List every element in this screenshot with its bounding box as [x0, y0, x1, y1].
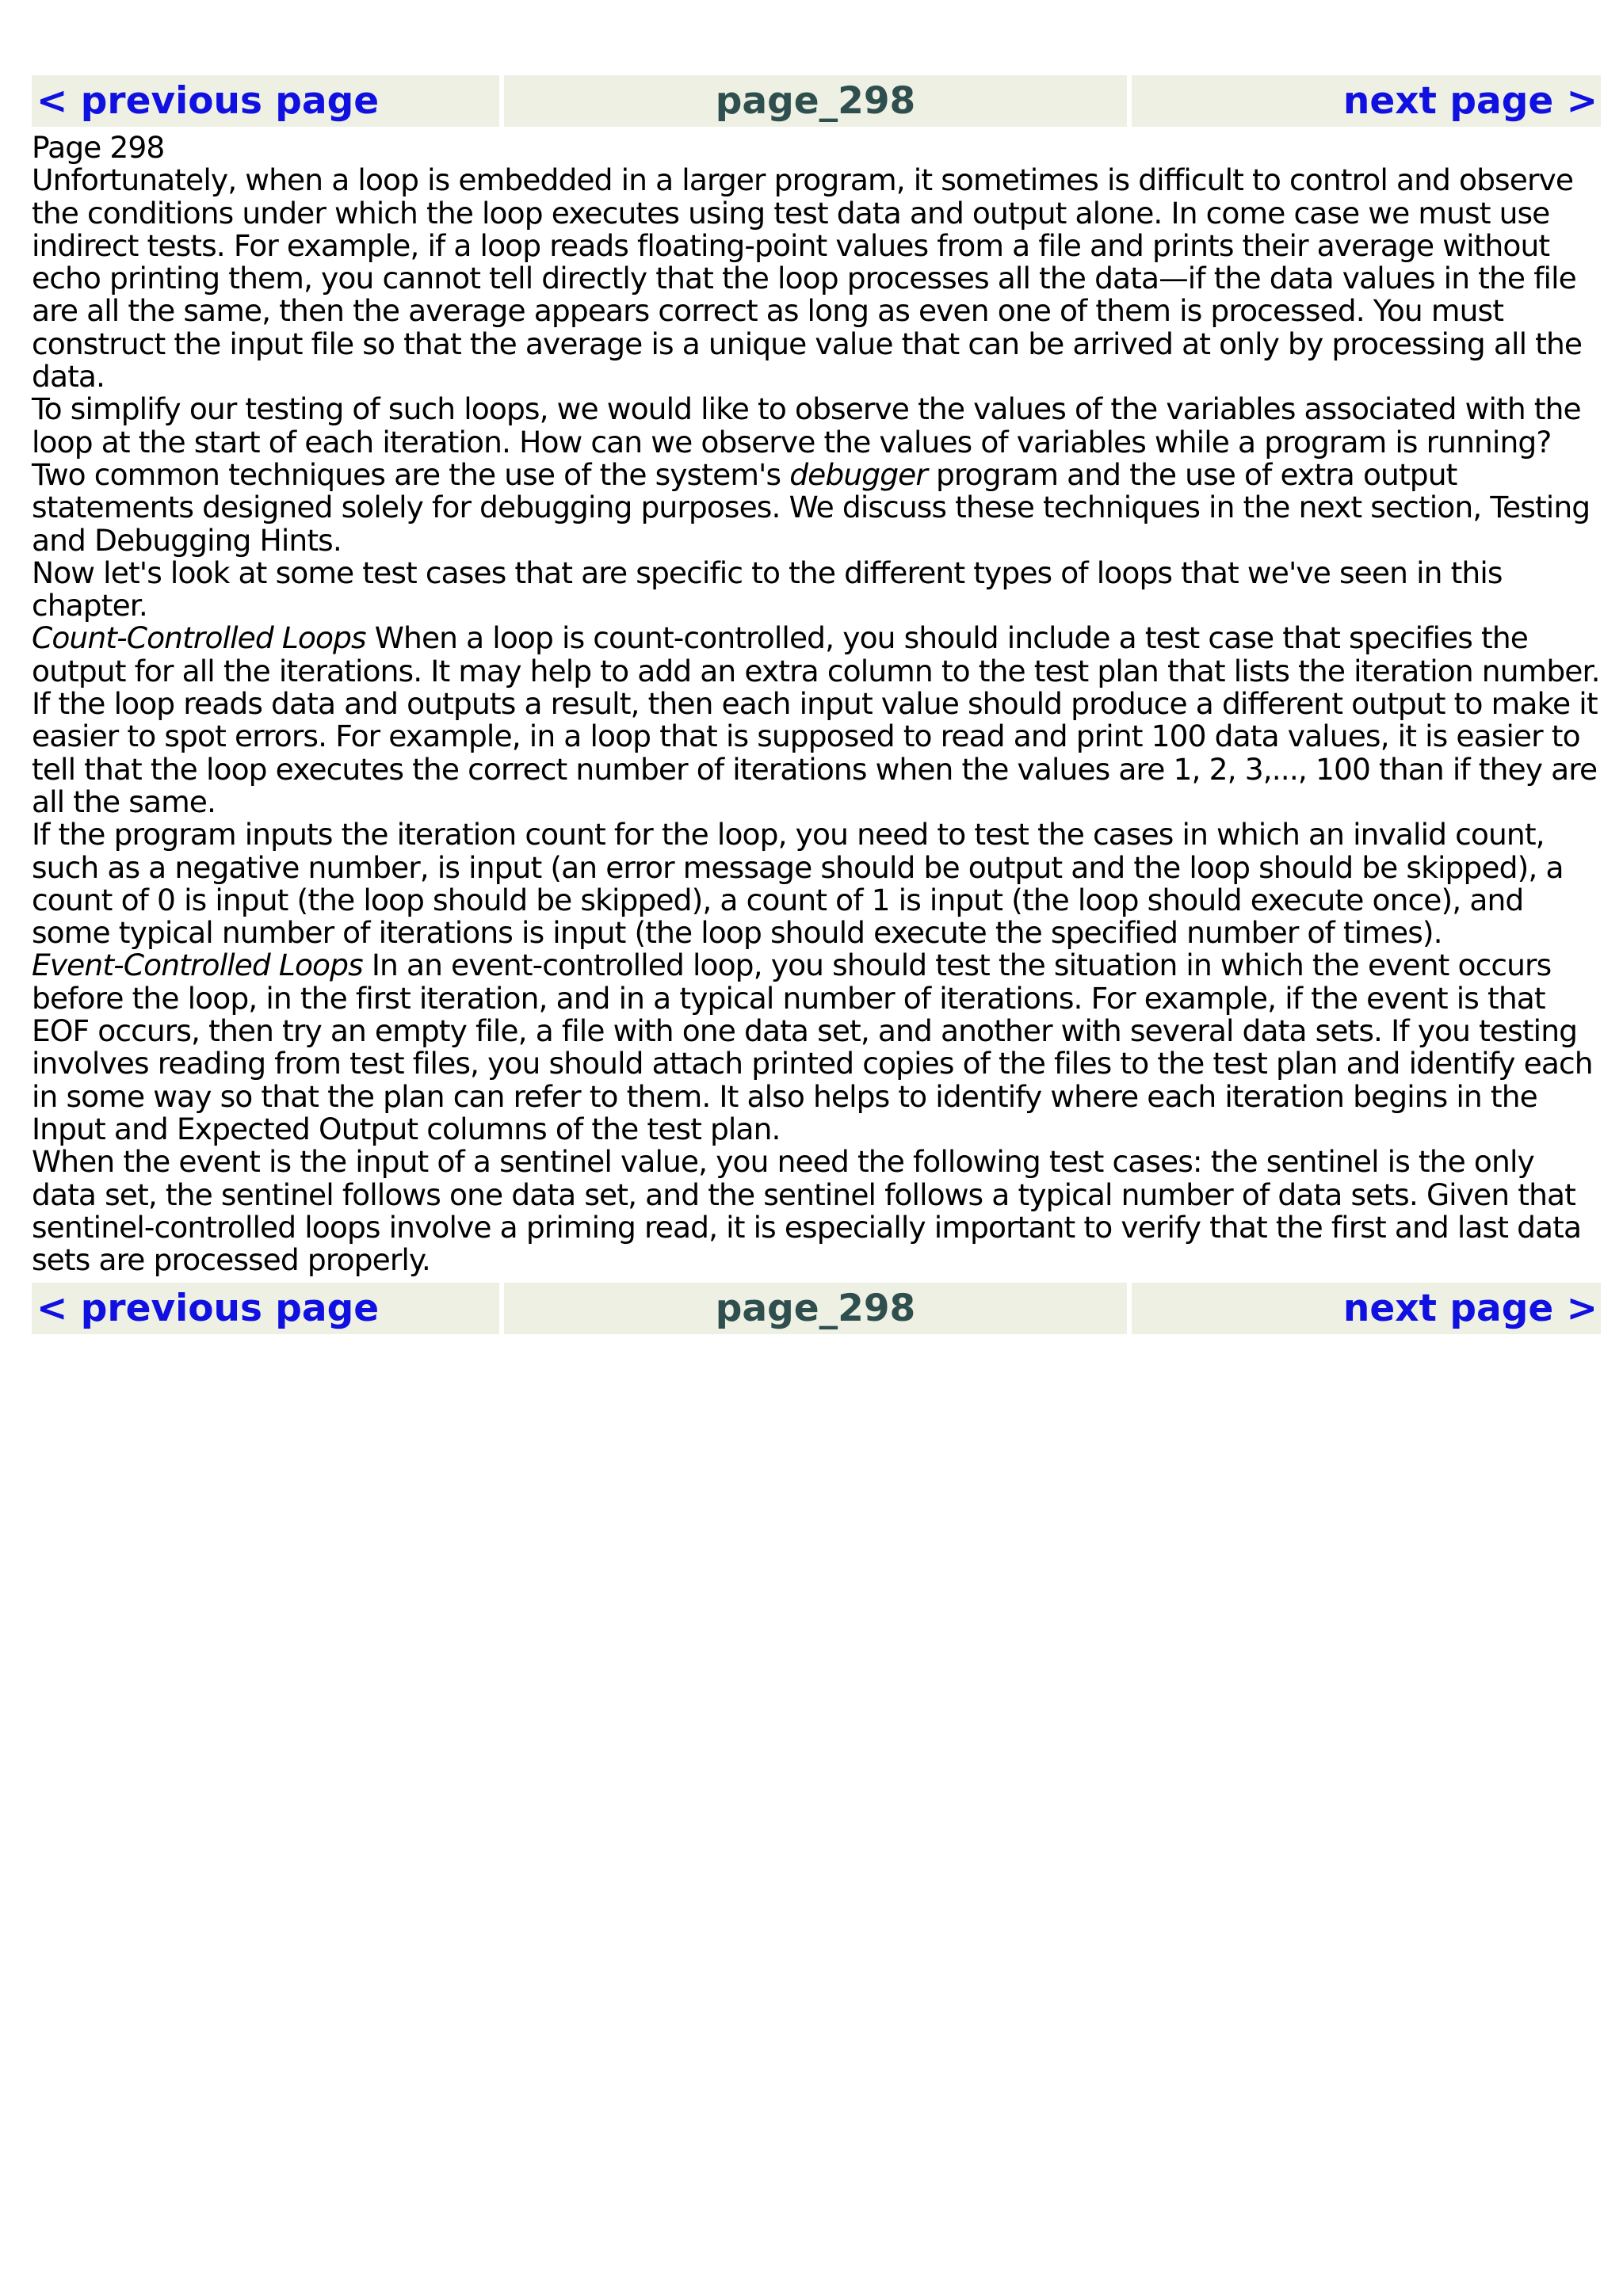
paragraph-5: If the program inputs the iteration count for the loop, you need to test the cases in which an invalid count, such as a negative number, is input (an error message should be output and the loop should be skipped), a count of 0 is input (the loop should be skipped), a count of 1 is input (the loop should execute once), and some typical number of iterations is input (the loop should execute the specified number of times). — [32, 817, 1564, 951]
page-label-bottom: page_298 — [504, 1283, 1127, 1334]
page-container — [32, 75, 1601, 1334]
paragraph-1: Unfortunately, when a loop is embedded in a larger program, it sometimes is difficult to control and observe the conditions under which the loop executes using test data and output alone. In come case we must use indirect tests. For example, if a loop reads floating-point values from a file and prints their average without echo printing them, you cannot tell directly that the loop processes all the data—if the data values in the file are all the same, then the average appears correct as long as even one of them is processed. You must construct the input file so that the average is a unique value that can be arrived at only by processing all the data. — [32, 162, 1583, 395]
paragraph-2 — [32, 393, 1605, 556]
previous-page-link[interactable]: < previous page — [32, 75, 499, 127]
paragraph-4-text: When a loop is count-controlled, you should include a test case that specifies the output for all the iterations. It may help to add an extra column to the test plan that lists the iteration number. If the loop reads data and outputs a result, then each input value should produce a different output to make it easier to spot errors. For example, in a loop that is supposed to read and print 100 data values, it is easier to tell that the loop executes the correct number of iterations when the values are 1, 2, 3,..., 100 than if they are all the same. — [32, 620, 1600, 819]
paragraph-6 — [32, 949, 1605, 1146]
paragraph-2-text-a: To simplify our testing of such loops, we would like to observe the values of the variables associated with the loop at the start of each iteration. How can we observe the values of variables while a program is running? Two common techniques are the use of the system's — [32, 391, 1581, 492]
paragraph-4 — [32, 622, 1605, 818]
next-page-link-bottom[interactable]: next page > — [1132, 1283, 1601, 1334]
event-controlled-heading: Event-Controlled Loops — [32, 948, 363, 983]
top-nav-bar — [32, 75, 1601, 127]
paragraph-2-text-b: program and the use of extra output statements designed solely for debugging purposes. We discuss these techniques in the next section, Testing and Debugging Hints. — [32, 456, 1591, 558]
count-controlled-heading: Count-Controlled Loops — [32, 620, 366, 656]
debugger-term: debugger — [789, 456, 927, 492]
next-page-link[interactable]: next page > — [1132, 75, 1601, 127]
page-content — [32, 132, 1605, 1276]
paragraph-6-text: In an event-controlled loop, you should test the situation in which the event occurs before the loop, in the first iteration, and in a typical number of iterations. For example, if the event is that EOF occurs, then try an empty file, a file with one data set, and another with several data sets. If you testing involves reading from test files, you should attach printed copies of the files to the test plan and identify each in some way so that the plan can refer to them. It also helps to identify where each iteration begins in the Input and Expected Output columns of the test plan. — [32, 948, 1593, 1146]
paragraph-3: Now let's look at some test cases that are specific to the different types of loops that we've seen in this chapter. — [32, 555, 1503, 624]
page-label: page_298 — [504, 75, 1127, 127]
previous-page-link-bottom[interactable]: < previous page — [32, 1283, 499, 1334]
page-number: Page 298 — [32, 130, 165, 165]
bottom-nav-bar — [32, 1283, 1601, 1334]
paragraph-7: When the event is the input of a sentinel value, you need the following test cases: the sentinel is the only data set, the sentinel follows one data set, and the sentinel follows a typical number of data sets. Given that sentinel-controlled loops involve a priming read, it is especially important to verify that the first and last data sets are processed properly. — [32, 1144, 1582, 1278]
